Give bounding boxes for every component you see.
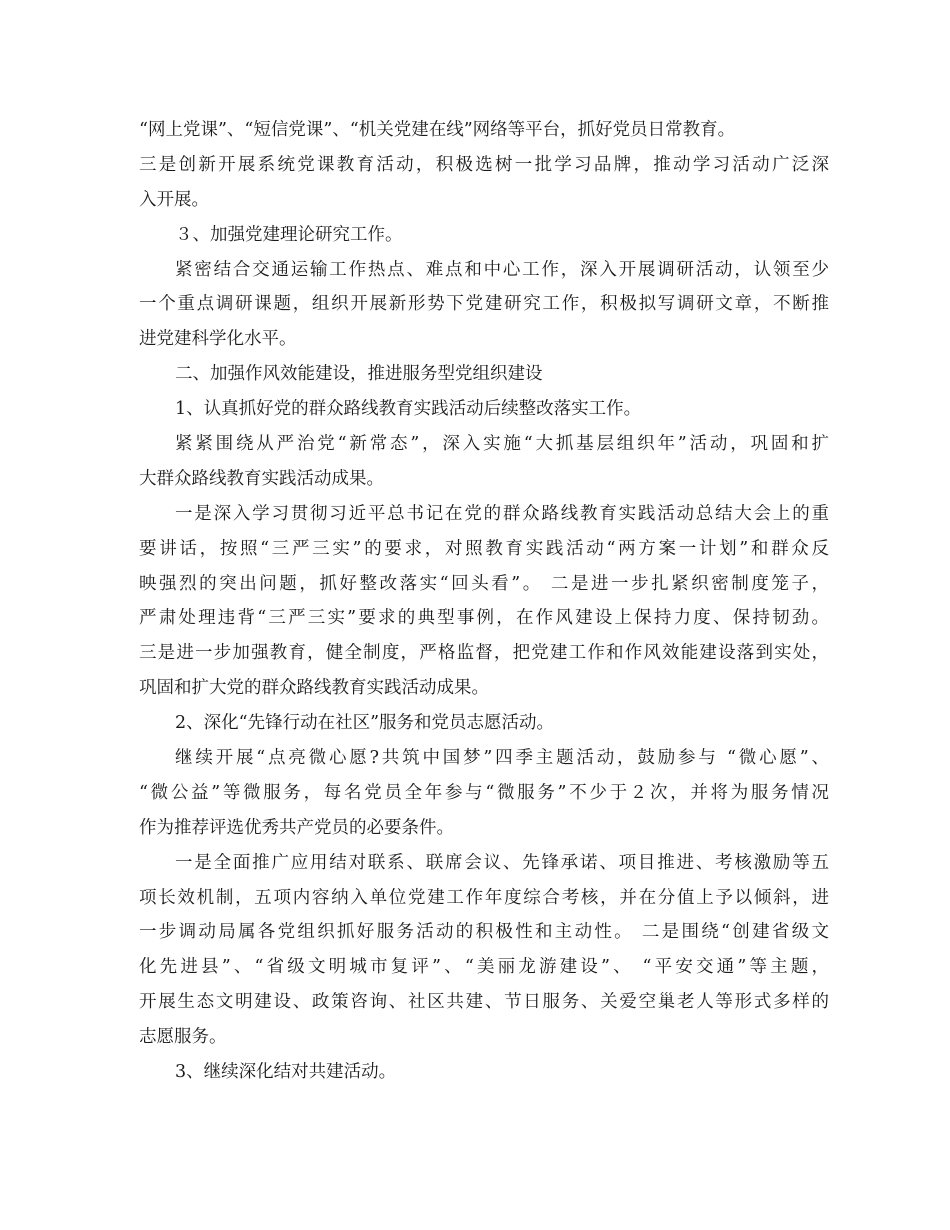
- text-line: 一个重点调研课题，组织开展新形势下党建研究工作，积极拟写调研文章，不断推: [139, 294, 829, 315]
- text-line: 志愿服务。: [139, 1027, 227, 1048]
- text-line: 严肃处理违背“三严三实”要求的典型事例，在作风建设上保持力度、保持韧劲。: [139, 608, 829, 629]
- text-line: 作为推荐评选优秀共产党员的必要条件。: [139, 817, 454, 838]
- text-line: 三是进一步加强教育，健全制度，严格监督，把党建工作和作风效能建设落到实处，: [139, 643, 829, 664]
- text-line: 大群众路线教育实践活动成果。: [139, 468, 384, 489]
- text-line: “微公益”等微服务，每名党员全年参与“微服务”不少于２次，并将为服务情况: [139, 782, 829, 803]
- text-line: “网上党课”、“短信党课”、“机关党建在线”网络等平台，抓好党员日常教育。: [139, 120, 736, 140]
- text-line: 2、深化“先锋行动在社区”服务和党员志愿活动。: [175, 713, 555, 734]
- text-line: 三是创新开展系统党课教育活动，积极选树一批学习品牌，推动学习活动广泛深: [139, 154, 829, 175]
- text-line: 一是全面推广应用结对联系、联席会议、先锋承诺、项目推进、考核激励等五: [175, 852, 829, 873]
- text-line: 项长效机制，五项内容纳入单位党建工作年度综合考核，并在分值上予以倾斜，进: [139, 887, 829, 908]
- text-line: 映强烈的突出问题，抓好整改落实“回头看”。 二是进一步扎紧织密制度笼子，: [139, 573, 829, 594]
- text-line: 3、继续深化结对共建活动。: [175, 1062, 397, 1083]
- text-line: 一是深入学习贯彻习近平总书记在党的群众路线教育实践活动总结大会上的重: [175, 503, 829, 524]
- text-line: 一步调动局属各党组织抓好服务活动的积极性和主动性。 二是围绕“创建省级文: [139, 922, 829, 943]
- text-line: 1、认真抓好党的群众路线教育实践活动后续整改落实工作。: [175, 399, 642, 420]
- text-line: 继续开展“点亮微心愿?共筑中国梦”四季主题活动，鼓励参与 “微心愿”、: [175, 748, 829, 769]
- text-line: 紧紧围绕从严治党“新常态”，深入实施“大抓基层组织年”活动，巩固和扩: [175, 434, 829, 455]
- document-body: [139, 113, 829, 1090]
- text-line: 二、加强作风效能建设，推进服务型党组织建设: [175, 364, 543, 385]
- text-line: 化先进县”、“省级文明城市复评”、“美丽龙游建设”、 “平安交通”等主题，: [139, 957, 829, 978]
- text-line: 入开展。: [139, 189, 209, 210]
- text-line: 要讲话，按照“三严三实”的要求，对照教育实践活动“两方案一计划”和群众反: [139, 538, 829, 559]
- text-line: 巩固和扩大党的群众路线教育实践活动成果。: [139, 678, 489, 699]
- text-line: 紧密结合交通运输工作热点、难点和中心工作，深入开展调研活动，认领至少: [175, 259, 829, 280]
- text-line: ３、加强党建理论研究工作。: [175, 224, 403, 245]
- text-line: 进党建科学化水平。: [139, 329, 297, 350]
- text-line: 开展生态文明建设、政策咨询、社区共建、节日服务、关爱空巢老人等形式多样的: [139, 992, 829, 1013]
